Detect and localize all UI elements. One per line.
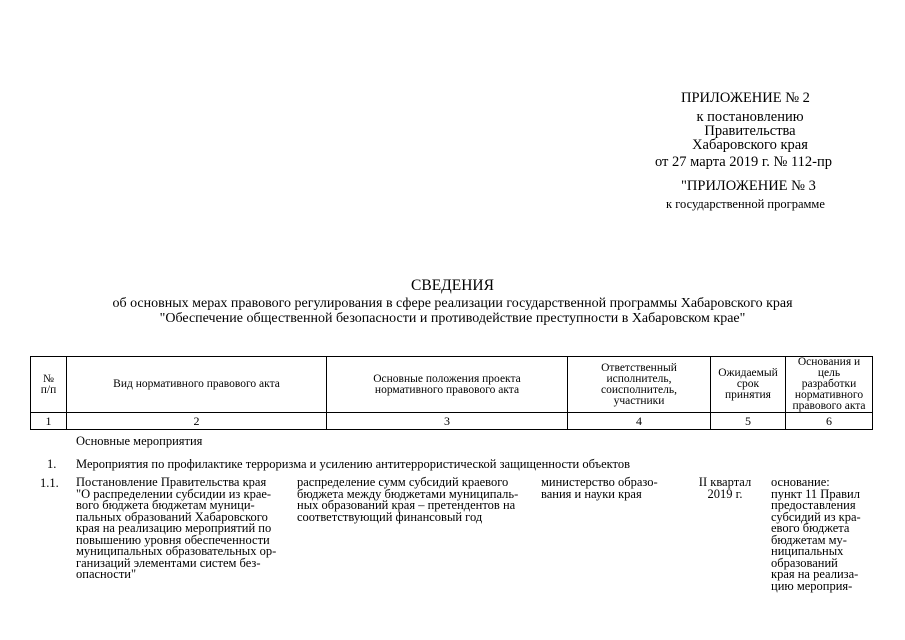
header-cell-act-type: Вид нормативного правового акта xyxy=(67,357,327,413)
row-1-1-executor: министерство образо- вания и науки края xyxy=(541,475,658,501)
row-1-1-provisions: распределение сумм субсидий краевого бюджета между бюджетами муниципаль- ных образований края – претендентов на соответствующий финансовый год xyxy=(297,475,519,524)
document-subtitle-1: об основных мерах правового регулирования в сфере реализации государственной программы Хабаровского края xyxy=(112,296,793,311)
header-cell-executor: Ответственный исполнитель, соисполнитель, участники xyxy=(568,357,711,413)
column-number-6: 6 xyxy=(786,413,873,430)
row-1-1-number: 1.1. xyxy=(40,476,59,490)
attachment-lines xyxy=(640,110,860,152)
header-cell-number: № п/п xyxy=(31,357,67,413)
attachment-line-2: Правительства xyxy=(704,123,796,139)
document-subtitle-2: "Обеспечение общественной безопасности и противодействие преступности в Хабаровском крае" xyxy=(159,311,746,326)
attachment-subline-2: к государственной программе xyxy=(666,197,825,211)
column-number-4: 4 xyxy=(568,413,711,430)
table-number-row xyxy=(31,413,873,430)
attachment-title-2: "ПРИЛОЖЕНИЕ № 3 xyxy=(681,178,816,194)
column-number-2: 2 xyxy=(67,413,327,430)
table-header-row xyxy=(31,357,873,413)
section-main-activities: Основные мероприятия xyxy=(76,434,203,448)
row-1-1-grounds: основание: пункт 11 Правил предоставления субсидий из кра- евого бюджета бюджетам му- ниципальных образований края на реализа- цию мероприя- xyxy=(771,475,861,593)
row-1-1-act-type: Постановление Правительства края "О распределении субсидии из крае- вого бюджета бюджетам муници- пальных образований Хабаровского края на реализацию мероприятий по повышению уровня обеспеченности муниципальных образовательных ор- ганизаций элементами систем без- опасности" xyxy=(76,475,277,581)
attachment-line-3: Хабаровского края xyxy=(692,137,808,153)
column-number-5: 5 xyxy=(711,413,786,430)
header-cell-term: Ожидаемый срок принятия xyxy=(711,357,786,413)
attachment-title: ПРИЛОЖЕНИЕ № 2 xyxy=(681,90,810,106)
measures-table-header xyxy=(30,356,873,430)
column-number-1: 1 xyxy=(31,413,67,430)
row-1-1-term: II квартал 2019 г. xyxy=(698,475,752,501)
header-cell-provisions: Основные положения проекта нормативного правового акта xyxy=(327,357,568,413)
header-cell-grounds: Основания и цель разработки нормативного правового акта xyxy=(786,357,873,413)
attachment-date: от 27 марта 2019 г. № 112-пр xyxy=(655,154,832,170)
section-1-number: 1. xyxy=(47,457,57,471)
attachment-line-1: к постановлению xyxy=(696,109,804,125)
document-title: СВЕДЕНИЯ xyxy=(411,277,494,294)
section-1-title: Мероприятия по профилактике терроризма и усилению антитеррористической защищенности объектов xyxy=(76,457,631,471)
column-number-3: 3 xyxy=(327,413,568,430)
